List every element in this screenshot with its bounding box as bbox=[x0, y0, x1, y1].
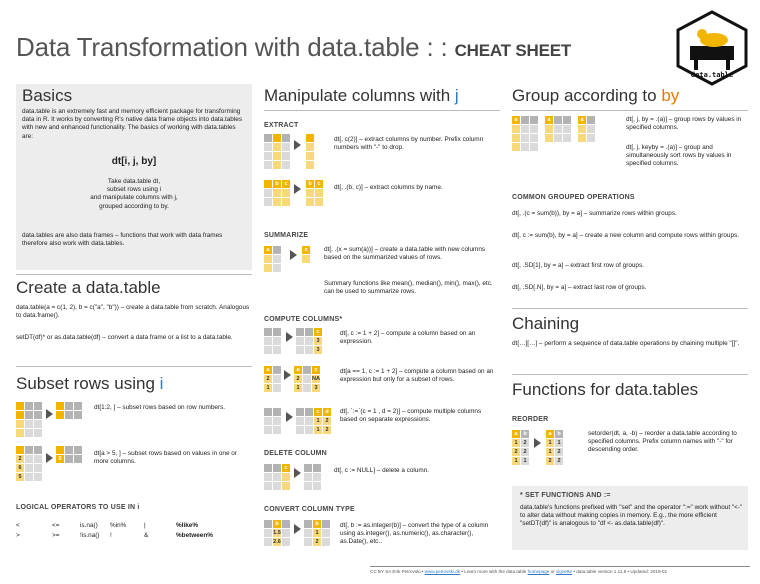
arrow-icon bbox=[286, 332, 293, 342]
subset-heading bbox=[16, 374, 163, 394]
extract-item-2: dt[, .(b, c)] – extract columns by name. bbox=[334, 184, 443, 191]
arrow-icon bbox=[294, 184, 301, 194]
grid-cell: 2 bbox=[323, 426, 331, 434]
basics-heading: Basics bbox=[22, 86, 73, 105]
footer-credit: CC BY SA Erik Petrovski • bbox=[370, 569, 425, 574]
reorder-heading: REORDER bbox=[512, 416, 549, 423]
grid-cell: 3 bbox=[314, 346, 322, 354]
grid-cell: 2 bbox=[521, 439, 529, 447]
extract2-grid-after bbox=[306, 180, 324, 207]
op: > bbox=[16, 532, 20, 539]
subset-grid-after bbox=[56, 402, 83, 420]
op: < bbox=[16, 522, 20, 529]
grouped-op-2: dt[, c := sum(b), by = a] – create a new column and compute rows within groups. bbox=[512, 232, 739, 239]
create-item-2: setDT(df)* or as.data.table(df) – convert a data frame or a list to a data.table. bbox=[16, 334, 233, 341]
footer-link-website[interactable]: www.petrovski.dk bbox=[424, 569, 461, 574]
grid-cell: 1 bbox=[294, 384, 302, 392]
compute-item-1: dt[, c := 1 + 2] – compute a column based on an expression. bbox=[340, 330, 476, 346]
grid-cell: c bbox=[312, 366, 320, 374]
compute-grid3-after bbox=[296, 408, 332, 435]
basics-line-2: subset rows using i bbox=[106, 186, 162, 194]
subset-heading-i: i bbox=[159, 374, 164, 393]
extract-item-1: dt[, c(2)] – extract columns by number. Prefix column numbers with "-" to drop. bbox=[334, 136, 484, 152]
delete-grid-after bbox=[304, 464, 322, 491]
grid-cell: 3 bbox=[312, 384, 320, 392]
compute-item-2: dt[a == 1, c := 1 + 2] – compute a column based on an expression but only for a subset of rows. bbox=[340, 368, 494, 384]
grid-cell: x bbox=[302, 246, 310, 254]
arrow-icon bbox=[294, 524, 301, 534]
summarize-item-1: dt[, .(x = sum(a))] – create a data.table with new columns based on the summarized values of rows. bbox=[324, 246, 486, 262]
grid-cell: 6 bbox=[16, 464, 24, 472]
grid-cell: b bbox=[306, 180, 314, 188]
compute-heading: COMPUTE COLUMNS* bbox=[264, 316, 343, 323]
extract2-grid-before bbox=[264, 180, 291, 207]
extract-heading: EXTRACT bbox=[264, 122, 299, 129]
common-grouped-heading: COMMON GROUPED OPERATIONS bbox=[512, 194, 635, 201]
reorder-grid-after bbox=[546, 430, 564, 466]
grid-cell: a bbox=[512, 430, 520, 438]
basics-line-4: grouped according to by. bbox=[99, 202, 169, 210]
grid-cell: 2 bbox=[555, 448, 563, 456]
footer-text: • Learn more with the data.table bbox=[460, 569, 528, 574]
divider bbox=[264, 110, 500, 111]
convert-grid-before bbox=[264, 520, 291, 547]
basics-intro: data.table is an extremely fast and memory efficient package for transforming data in R. It works by converting R's native data frame objects into data.tables with new and enhanced functionality. The basics of working with data.tables are: bbox=[22, 108, 243, 140]
reorder-item-1: setorder(dt, a, -b) – reorder a data.table according to specified columns. Prefix column names with "-" for descending order. bbox=[588, 430, 737, 454]
group-heading bbox=[512, 86, 679, 106]
footer-rule bbox=[370, 566, 750, 567]
functions-heading: Functions for data.tables bbox=[512, 380, 699, 399]
compute-grid1-before bbox=[264, 328, 282, 355]
arrow-icon bbox=[46, 453, 53, 463]
subset-heading-text: Subset rows using bbox=[16, 374, 160, 393]
grid-cell: c bbox=[314, 328, 322, 336]
op: >= bbox=[52, 532, 60, 539]
compute-grid2-after bbox=[294, 366, 321, 393]
grid-cell: 2 bbox=[546, 457, 554, 465]
logical-operators-heading: LOGICAL OPERATORS TO USE IN i bbox=[16, 504, 140, 511]
convert-item-1: dt[, b := as.integer(b)] – convert the type of a column using as.integer(), as.numeric(), as.character(), as.Date(), etc.. bbox=[340, 522, 489, 546]
grouped-op-3: dt[, .SD[1], by = a] – extract first row of groups. bbox=[512, 262, 644, 269]
grid-cell: 1 bbox=[546, 448, 554, 456]
grid-cell: NA bbox=[312, 376, 320, 382]
arrow-icon bbox=[284, 370, 291, 380]
grid-cell: a bbox=[264, 366, 272, 374]
arrow-icon bbox=[286, 412, 293, 422]
divider bbox=[16, 366, 252, 367]
chaining-item-1: dt[…][…] – perform a sequence of data.table operations by chaining multiple "[]". bbox=[512, 340, 740, 347]
footer-link-homepage[interactable]: homepage bbox=[527, 569, 550, 574]
set-functions-heading: * SET FUNCTIONS AND := bbox=[520, 492, 611, 499]
grid-cell: 1 bbox=[512, 439, 520, 447]
arrow-icon bbox=[294, 140, 301, 150]
grid-cell: a bbox=[578, 116, 586, 124]
subset-grid-before bbox=[16, 402, 43, 438]
subset-item-2: dt[a > 5, ] – subset rows based on values in one or more columns. bbox=[94, 450, 237, 466]
compute-grid2-before bbox=[264, 366, 282, 393]
grid-cell: c bbox=[314, 408, 322, 416]
grid-cell: b bbox=[273, 520, 281, 528]
title-main: Data Transformation with data.table bbox=[16, 32, 420, 62]
footer-text: or bbox=[549, 569, 556, 574]
summarize-grid-after bbox=[302, 246, 311, 264]
grid-cell: c bbox=[315, 180, 323, 188]
data-table-logo bbox=[676, 10, 748, 86]
grid-cell: 2 bbox=[555, 457, 563, 465]
grid-cell: a bbox=[546, 430, 554, 438]
grid-cell: 5 bbox=[16, 473, 24, 481]
grid-cell: a bbox=[264, 246, 272, 254]
extract-grid-before bbox=[264, 134, 291, 170]
group-item-1: dt[, j, by = .(a)] – group rows by values in specified columns. bbox=[626, 116, 742, 132]
manipulate-heading bbox=[264, 86, 459, 106]
compute-item-3: dt[, `:=`(c = 1 , d = 2)] – compute multiple columns based on separate expressions. bbox=[340, 408, 482, 424]
footer-version: • data.table version 1.11.8 • Updated: 2019-01 bbox=[572, 569, 668, 574]
arrow-icon bbox=[534, 438, 541, 448]
op: & bbox=[144, 532, 149, 539]
basics-syntax: dt[i, j, by] bbox=[111, 156, 157, 167]
grid-cell: b bbox=[313, 520, 321, 528]
delete-grid-before bbox=[264, 464, 291, 491]
subset-item-1: dt[1:2, ] – subset rows based on row numbers. bbox=[94, 404, 226, 411]
grid-cell: 2 bbox=[521, 448, 529, 456]
divider bbox=[512, 308, 748, 309]
manipulate-heading-j: j bbox=[454, 86, 459, 105]
grid-cell: 1.5 bbox=[273, 530, 281, 536]
arrow-icon bbox=[46, 409, 53, 419]
op: <= bbox=[52, 522, 60, 529]
grid-cell: 1 bbox=[555, 439, 563, 447]
logo-text: data.table bbox=[690, 71, 734, 79]
manipulate-heading-text: Manipulate columns with bbox=[264, 86, 455, 105]
divider bbox=[512, 374, 748, 375]
basics-line-3: and manipulate columns with j, bbox=[90, 194, 178, 202]
grid-cell: 1 bbox=[264, 384, 272, 392]
grid-cell: 1 bbox=[314, 426, 322, 434]
group-grid bbox=[512, 116, 596, 152]
seal-on-table-logo-icon bbox=[676, 10, 748, 86]
grouped-op-1: dt[, .(c = sum(b)), by = a] – summarize rows within groups. bbox=[512, 210, 677, 217]
op: | bbox=[144, 522, 146, 529]
grid-cell: 2 bbox=[313, 538, 321, 546]
set-functions-text: data.table's functions prefixed with "set" and the operator ":=" work without "<-" to alter data without making copies in memory. E.g., the more efficient "setDT(df)" is analogous to "df <- as.data.table(df)". bbox=[520, 504, 743, 528]
divider bbox=[512, 110, 748, 111]
op: ! bbox=[110, 532, 112, 539]
grid-cell: b bbox=[555, 430, 563, 438]
summarize-item-2: Summary functions like mean(), median(), min(), max(), etc. can be used to summarize rows. bbox=[324, 280, 493, 296]
convert-heading: CONVERT COLUMN TYPE bbox=[264, 506, 355, 513]
subset-grid2-after bbox=[56, 446, 83, 464]
grid-cell: 3 bbox=[314, 337, 322, 345]
delete-heading: DELETE COLUMN bbox=[264, 450, 327, 457]
grid-cell: 2 bbox=[264, 375, 272, 383]
grid-cell: 2 bbox=[323, 417, 331, 425]
arrow-icon bbox=[294, 468, 301, 478]
group-heading-by: by bbox=[661, 86, 680, 105]
compute-grid1-after bbox=[296, 328, 323, 355]
page-title bbox=[16, 32, 571, 63]
delete-item-1: dt[, c := NULL] – delete a column. bbox=[334, 467, 430, 474]
create-heading: Create a data.table bbox=[16, 278, 161, 297]
group-heading-text: Group according to bbox=[512, 86, 662, 105]
grid-cell: b bbox=[521, 430, 529, 438]
grid-cell: 6 bbox=[56, 455, 64, 463]
summarize-grid-before bbox=[264, 246, 282, 273]
basics-footer: data.tables are also data frames – functions that work with data frames therefore also work with data.tables. bbox=[22, 232, 223, 248]
grid-cell: 1 bbox=[314, 417, 322, 425]
create-item-1: data.table(a = c(1, 2), b = c("a", "b")) – create a data.table from scratch. Analogous to data.frame(). bbox=[16, 304, 250, 320]
convert-grid-after bbox=[304, 520, 331, 547]
grid-cell: 1 bbox=[521, 457, 529, 465]
grid-cell: c bbox=[282, 180, 290, 188]
divider bbox=[16, 274, 252, 275]
grid-cell: c bbox=[282, 464, 290, 472]
op: is.na() bbox=[80, 522, 98, 529]
footer-link-vignette[interactable]: vignette bbox=[555, 569, 573, 574]
summarize-heading: SUMMARIZE bbox=[264, 232, 309, 239]
chaining-heading: Chaining bbox=[512, 314, 580, 333]
title-sep: : : bbox=[419, 32, 455, 62]
compute-grid3-before bbox=[264, 408, 282, 435]
grid-cell: d bbox=[323, 408, 331, 416]
subset-grid2-before bbox=[16, 446, 43, 482]
footer bbox=[370, 569, 667, 574]
op: %like% bbox=[176, 522, 199, 529]
grid-cell: a bbox=[294, 366, 302, 374]
grid-cell: 2 bbox=[512, 448, 520, 456]
grid-cell: 1 bbox=[546, 439, 554, 447]
basics-lines bbox=[22, 178, 246, 211]
title-cheat-sheet: CHEAT SHEET bbox=[454, 41, 572, 60]
grid-cell: a bbox=[512, 116, 520, 124]
op: %in% bbox=[110, 522, 127, 529]
grid-cell: 2.6 bbox=[273, 539, 281, 545]
grid-cell: 1 bbox=[313, 529, 321, 537]
reorder-grid-before bbox=[512, 430, 530, 466]
grouped-op-4: dt[, .SD[.N], by = a] – extract last row of groups. bbox=[512, 284, 647, 291]
op: !is.na() bbox=[80, 532, 100, 539]
grid-cell: 1 bbox=[512, 457, 520, 465]
grid-cell: a bbox=[545, 116, 553, 124]
group-item-2: dt[, j, keyby = .(a)] – group and simultaneously sort rows by values in specified columns. bbox=[626, 144, 732, 168]
grid-cell: 2 bbox=[16, 455, 24, 463]
grid-cell: 2 bbox=[294, 375, 302, 383]
grid-cell: b bbox=[273, 180, 281, 188]
arrow-icon bbox=[290, 250, 297, 260]
op: %between% bbox=[176, 532, 213, 539]
extract-grid-after bbox=[306, 134, 315, 170]
basics-line-1: Take data.table dt, bbox=[107, 178, 161, 185]
